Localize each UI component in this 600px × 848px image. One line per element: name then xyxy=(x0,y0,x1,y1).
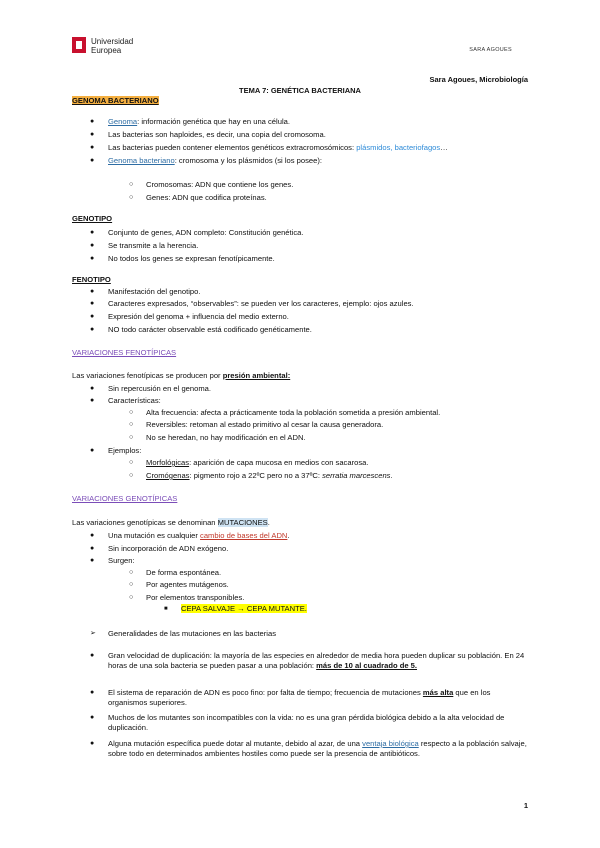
list-item: Ejemplos: xyxy=(108,446,142,455)
page-number: 1 xyxy=(523,801,528,810)
bullet-icon: ● xyxy=(90,300,95,307)
circle-bullet-icon: ○ xyxy=(129,569,134,576)
sub-list-item: Cromógenas: pigmento rojo a 22ºC pero no a 37ºC: serratia marcescens. xyxy=(146,471,393,480)
list-item: Características: xyxy=(108,396,161,405)
sub-list-item: No se heredan, no hay modificación en el ADN. xyxy=(146,433,306,442)
circle-bullet-icon: ○ xyxy=(129,181,134,188)
list-item: Sin repercusión en el genoma. xyxy=(108,384,212,393)
list-item: Conjunto de genes, ADN completo: Constitución genética. xyxy=(108,228,304,237)
bullet-icon: ● xyxy=(90,740,95,747)
logo-line-1: Universidad xyxy=(91,37,134,46)
bullet-icon: ● xyxy=(90,313,95,320)
sub-sub-list-item: CEPA SALVAJE → CEPA MUTANTE. xyxy=(181,604,307,613)
bullet-icon: ● xyxy=(90,714,95,721)
sub-list-item: Genes: ADN que codifica proteínas. xyxy=(146,193,267,202)
bullet-icon: ● xyxy=(90,157,95,164)
sub-list-item: Por elementos transponibles. xyxy=(146,593,245,602)
logo-mark-icon xyxy=(72,37,86,53)
bullet-icon: ● xyxy=(90,242,95,249)
paragraph: Las variaciones genotípicas se denominan MUTACIONES. xyxy=(72,518,270,527)
bullet-icon: ● xyxy=(90,385,95,392)
bullet-icon: ● xyxy=(90,532,95,539)
bullet-icon: ● xyxy=(90,447,95,454)
bullet-icon: ● xyxy=(90,689,95,696)
list-item: Muchos de los mutantes son incompatibles con la vida: no es una gran pérdida biológica debido a la alta velocidad de duplicación. xyxy=(108,713,505,732)
header-author-tag: SARA AGOUES xyxy=(469,47,512,53)
list-item: Caracteres expresados, “observables”: se pueden ver los caracteres, ejemplo: ojos azules. xyxy=(108,299,414,308)
bullet-icon: ● xyxy=(90,326,95,333)
list-item: Las bacterias pueden contener elementos genéticos extracromosómicos: plásmidos, bacteriofagos… xyxy=(108,143,448,152)
list-item: Genoma: información genética que hay en una célula. xyxy=(108,117,290,126)
bullet-icon: ● xyxy=(90,557,95,564)
circle-bullet-icon: ○ xyxy=(129,409,134,416)
sub-list-item: Morfológicas: aparición de capa mucosa en medios con sacarosa. xyxy=(146,458,369,467)
bullet-icon: ● xyxy=(90,288,95,295)
square-bullet-icon: ■ xyxy=(164,606,168,612)
list-item: Sin incorporación de ADN exógeno. xyxy=(108,544,229,553)
section-heading: VARIACIONES GENOTÍPICAS xyxy=(72,494,178,503)
circle-bullet-icon: ○ xyxy=(129,459,134,466)
list-item: El sistema de reparación de ADN es poco fino: por falta de tiempo; frecuencia de mutaciones más alta que en los organismos superiores. xyxy=(108,688,491,707)
list-item: Surgen: xyxy=(108,556,135,565)
list-item: Alguna mutación específica puede dotar al mutante, debido al azar, de una ventaja biológica respecto a la población salvaje, sobre todo en determinados ambientes hostiles como puede ser la presencia de antibióticos. xyxy=(108,739,527,758)
circle-bullet-icon: ○ xyxy=(129,434,134,441)
arrow-bullet-icon: ➢ xyxy=(90,630,96,637)
arrow-list-item: Generalidades de las mutaciones en las bacterias xyxy=(108,629,277,638)
list-item: Genoma bacteriano: cromosoma y los plásmidos (si los posee): xyxy=(108,156,322,165)
bullet-icon: ● xyxy=(90,144,95,151)
paragraph: Las variaciones fenotípicas se producen por presión ambiental: xyxy=(72,371,291,380)
sub-list-item: De forma espontánea. xyxy=(146,568,222,577)
sub-list-item: Por agentes mutágenos. xyxy=(146,580,229,589)
list-item: Las bacterias son haploides, es decir, una copia del cromosoma. xyxy=(108,130,326,139)
university-logo xyxy=(72,37,133,55)
section-heading: VARIACIONES FENOTÍPICAS xyxy=(72,348,177,357)
bullet-icon: ● xyxy=(90,229,95,236)
section-heading: GENOTIPO xyxy=(72,214,113,223)
bullet-icon: ● xyxy=(90,131,95,138)
circle-bullet-icon: ○ xyxy=(129,594,134,601)
bullet-icon: ● xyxy=(90,652,95,659)
list-item: No todos los genes se expresan fenotípicamente. xyxy=(108,254,275,263)
circle-bullet-icon: ○ xyxy=(129,421,134,428)
bullet-icon: ● xyxy=(90,255,95,262)
bullet-icon: ● xyxy=(90,545,95,552)
circle-bullet-icon: ○ xyxy=(129,194,134,201)
circle-bullet-icon: ○ xyxy=(129,581,134,588)
list-item: NO todo carácter observable está codificado genéticamente. xyxy=(108,325,312,334)
bullet-icon: ● xyxy=(90,118,95,125)
list-item: Manifestación del genotipo. xyxy=(108,287,201,296)
document-title: TEMA 7: GENÉTICA BACTERIANA xyxy=(239,86,361,95)
list-item: Se transmite a la herencia. xyxy=(108,241,199,250)
sub-list-item: Reversibles: retoman al estado primitivo al cesar la causa generadora. xyxy=(146,420,384,429)
sub-list-item: Cromosomas: ADN que contiene los genes. xyxy=(146,180,294,189)
list-item: Expresión del genoma + influencia del medio externo. xyxy=(108,312,289,321)
logo-line-2: Europea xyxy=(91,46,122,55)
list-item: Gran velocidad de duplicación: la mayoría de las especies en alrededor de media hora pueden duplicar su población. En 24 horas de una sola bacteria se pueden pasar a una población: más de 10 al cuadrado de 5. xyxy=(108,651,525,670)
circle-bullet-icon: ○ xyxy=(129,472,134,479)
bullet-icon: ● xyxy=(90,397,95,404)
list-item: Una mutación es cualquier cambio de bases del ADN. xyxy=(108,531,290,540)
section-heading: FENOTIPO xyxy=(72,275,111,284)
sub-list-item: Alta frecuencia: afecta a prácticamente toda la población sometida a presión ambiental. xyxy=(146,408,441,417)
author-line: Sara Agoues, Microbiología xyxy=(429,75,528,84)
section-heading: GENOMA BACTERIANO xyxy=(72,96,159,105)
